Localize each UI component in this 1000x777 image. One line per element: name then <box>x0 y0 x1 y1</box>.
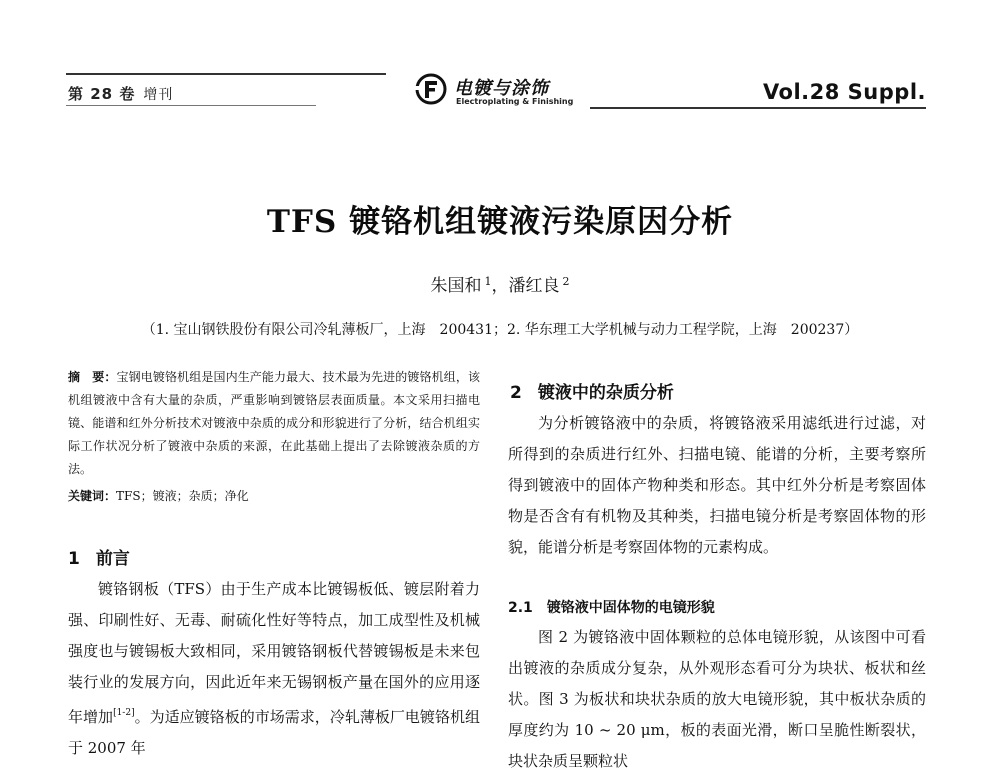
journal-logo-icon <box>414 72 448 106</box>
section-heading-2 <box>510 378 674 403</box>
affiliations: （1. 宝山钢铁股份有限公司冷轧薄板厂，上海 200431；2. 华东理工大学机械与动力工程学院，上海 200237） <box>141 322 859 338</box>
header-volume <box>68 83 173 104</box>
header-rule-top-left <box>66 73 386 75</box>
journal-name-en: Electroplating & Finishing <box>456 97 574 106</box>
author-affiliation-mark: 2 <box>562 275 570 288</box>
header-volume-number: 第 28 卷 <box>68 85 136 103</box>
header-supplement: 增刊 <box>143 87 174 103</box>
journal-logo <box>414 72 584 112</box>
section-1-paragraph <box>68 574 480 764</box>
journal-name-cn: 电镀与涂饰 <box>454 78 549 99</box>
author-name: 潘红良 <box>508 276 560 296</box>
subsection-heading-2-1 <box>508 597 715 617</box>
citation: [1-2] <box>113 708 135 718</box>
section-2-paragraph: 为分析镀铬液中的杂质，将镀铬液采用滤纸进行过滤，对所得到的杂质进行红外、扫描电镜、能谱的分析，主要考察所得到镀液中的固体产物种类和形态。其中红外分析是考察固体物是否含有有机物及其种类，扫描电镜分析是考察固体物的形貌，能谱分析是考察固体物的元素构成。 <box>508 414 926 556</box>
article-title: TFS 镀铬机组镀液污染原因分析 <box>266 204 734 240</box>
author-list <box>0 271 1000 296</box>
section-heading-1 <box>68 544 130 569</box>
abstract <box>68 366 480 481</box>
author-affiliation-mark: 1 <box>484 275 492 288</box>
section-2-1-paragraph: 图 2 为镀铬液中固体颗粒的总体电镜形貌，从该图中可看出镀液的杂质成分复杂，从外观形态看可分为块状、板状和丝状。图 3 为板状和块状杂质的放大电镜形貌，其中板状杂质的厚度约为 10 ~ 20 μm，板的表面光滑，断口呈脆性断裂状，块状杂质呈颗粒状 <box>508 628 926 770</box>
section-title: 前言 <box>95 549 130 569</box>
section-title: 镀液中的杂质分析 <box>537 383 674 403</box>
section-number: 1 <box>68 549 80 569</box>
paragraph-text: 镀铬钢板（TFS）由于生产成本比镀锡板低、镀层附着力强、印刷性好、无毒、耐硫化性好等特点，加工成型性及机械强度也与镀锡板大致相同，采用镀铬钢板代替镀锡板是未来包装行业的发展方向，因此近年来无锡钢板产量在国外的应用逐年增加 <box>68 580 480 726</box>
keywords-label: 关键词： <box>68 489 117 503</box>
paragraph-text: 。为适应镀铬板的市场需求，冷轧薄板厂电镀铬机组于 2007 年 <box>68 708 480 757</box>
keywords-text: TFS；镀液；杂质；净化 <box>116 489 249 503</box>
subsection-title: 镀铬液中固体物的电镜形貌 <box>546 600 715 616</box>
author-separator: ， <box>491 276 509 296</box>
header-rule-bottom-left <box>66 105 316 106</box>
abstract-label: 摘 要： <box>68 370 117 384</box>
keywords <box>68 486 480 506</box>
author-name: 朱国和 <box>430 276 482 296</box>
abstract-text: 宝钢电镀铬机组是国内生产能力最大、技术最为先进的镀铬机组，该机组镀液中含有大量的杂质，严重影响到镀铬层表面质量。本文采用扫描电镜、能谱和红外分析技术对镀液中杂质的成分和形貌进行了分析，结合机组实际工作状况分析了镀液中杂质的来源，在此基础上提出了去除镀液杂质的方法。 <box>68 370 480 476</box>
header-volume-en: Vol.28 Suppl. <box>762 80 926 104</box>
section-number: 2 <box>510 383 522 403</box>
subsection-number: 2.1 <box>508 600 533 616</box>
header-rule-right <box>590 107 926 109</box>
